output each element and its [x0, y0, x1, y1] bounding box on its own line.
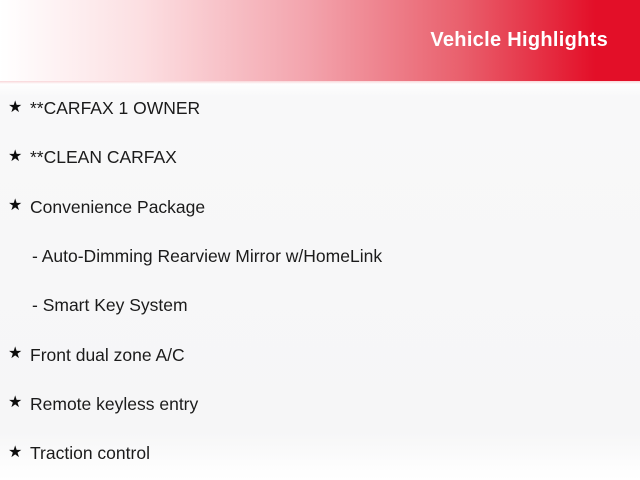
list-item [0, 133, 640, 182]
list-item [0, 84, 640, 133]
highlights-list [0, 81, 640, 480]
star-icon: ★ [8, 98, 23, 116]
star-icon: ★ [8, 345, 23, 363]
list-item [0, 429, 640, 478]
highlights-header-banner [0, 0, 640, 81]
page-title: Vehicle Highlights [430, 29, 608, 51]
star-icon: ★ [8, 443, 23, 461]
list-item-label: **CLEAN CARFAX [30, 147, 177, 168]
list-item-label: - Smart Key System [32, 295, 188, 316]
star-icon: ★ [8, 394, 23, 412]
list-item [0, 330, 640, 379]
list-item-label: Remote keyless entry [30, 393, 199, 414]
star-icon: ★ [8, 147, 23, 165]
list-item [0, 380, 640, 429]
list-item-label: Front dual zone A/C [30, 344, 185, 365]
list-sub-item [0, 281, 640, 330]
list-item-label: Convenience Package [30, 196, 206, 217]
list-sub-item [0, 232, 640, 281]
list-item [0, 183, 640, 232]
list-item-label: **CARFAX 1 OWNER [30, 98, 201, 119]
list-item-label: Traction control [30, 443, 150, 464]
list-item-label: - Auto-Dimming Rearview Mirror w/HomeLink [32, 246, 383, 267]
star-icon: ★ [8, 197, 23, 215]
